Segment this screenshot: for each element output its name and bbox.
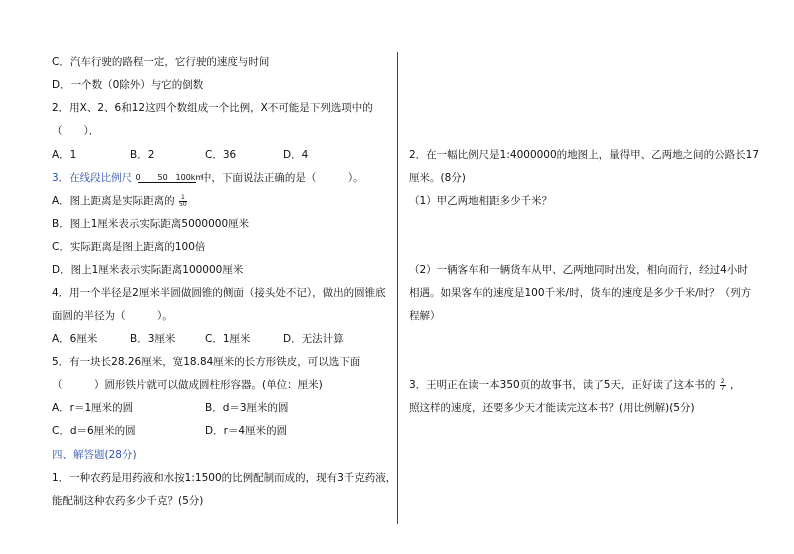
right-question-2-line2: 厘米。(8分) [409,172,466,184]
scale-label-100km: 100km [175,173,204,182]
question-5-text: 5．有一块长28.26厘米，宽18.84厘米的长方形铁皮，可以选下面 [52,356,361,368]
fraction-numerator: 1 [180,193,185,201]
q2-option-b: B．2 [130,149,155,161]
q4-option-b: B．3厘米 [130,333,176,345]
solve-question-1-line2: 能配制这种农药多少千克？(5分) [52,495,204,507]
q5-option-b: B．d＝3厘米的圆 [205,402,289,414]
right-question-2-part2-line2: 相遇。如果客车的速度是100千米/时，货车的速度是多少千米/时？（列方 [409,287,752,299]
q2-option-a: A．1 [52,149,77,161]
q3-option-d: D．图上1厘米表示实际距离100000厘米 [52,264,244,276]
line-segment-scale [135,171,204,185]
q3-option-c: C．实际距离是图上距离的100倍 [52,241,206,253]
fraction-2-7 [720,379,726,392]
q4-option-c: C．1厘米 [205,333,251,345]
q3-option-a [52,194,188,208]
question-4-text: 4．用一个半径是2厘米半圆做圆锥的侧面（接头处不记），做出的圆锥底 [52,287,386,299]
q2-option-d: D．4 [283,149,309,161]
fraction-denominator: 50 [179,200,187,208]
section-title: 四、解答题(28分) [52,449,137,461]
question-3-prefix: 3．在线段比例尺 [52,172,133,184]
solve-question-1-line1: 1．一种农药是用药液和水按1:1500的比例配制而成的，现有3千克药液， [52,472,397,484]
right-question-3-line2: 照这样的速度，还要多少天才能读完这本书？(用比例解)(5分) [409,402,695,414]
fraction-denominator: 7 [720,384,725,392]
right-question-3-suffix: ， [729,379,741,391]
q3-option-a-text: A．图上距离是实际距离的 [52,195,175,207]
fraction-1-50 [179,195,187,208]
right-question-3-line1 [409,378,740,392]
scale-label-50: 50 [157,173,168,182]
q4-option-d: D．无法计算 [283,333,344,345]
option-c-line: C．汽车行驶的路程一定，它行驶的速度与时间 [52,56,270,68]
right-question-2-part2-line1: （2）一辆客车和一辆货车从甲、乙两地同时出发，相向而行，经过4小时 [409,264,748,276]
q5-option-c: C．d＝6厘米的圆 [52,425,136,437]
question-5-blank: （ ）圆形铁片就可以做成圆柱形容器。(单位：厘米) [52,379,323,391]
right-question-2-line1: 2．在一幅比例尺是1:4000000的地图上，量得甲、乙两地之间的公路长17 [409,149,760,161]
q3-option-b: B．图上1厘米表示实际距离5000000厘米 [52,218,250,230]
question-3-text [52,171,364,185]
q5-option-a: A．r＝1厘米的圆 [52,402,134,414]
question-2-text: 2．用X、2、6和12这四个数组成一个比例，X不可能是下列选项中的 [52,102,373,114]
question-2-blank: （ ）． [52,125,100,137]
scale-label-0: 0 [135,173,141,182]
q4-option-a: A．6厘米 [52,333,98,345]
question-4-blank: 面圆的半径为（ ）。 [52,310,173,322]
q2-option-c: C．36 [205,149,237,161]
column-divider [397,52,398,524]
option-d-line: D．一个数（0除外）与它的倒数 [52,79,204,91]
right-question-3-prefix: 3．王明正在读一本350页的故事书，读了5天，正好读了这本书的 [409,379,716,391]
right-question-2-part2-line3: 程解） [409,310,441,322]
fraction-numerator: 2 [720,377,725,385]
question-3-suffix: 中，下面说法正确的是（ ）。 [200,172,364,184]
q5-option-d: D．r＝4厘米的圆 [205,425,288,437]
right-question-2-part1: （1）甲乙两地相距多少千米？ [409,195,553,207]
